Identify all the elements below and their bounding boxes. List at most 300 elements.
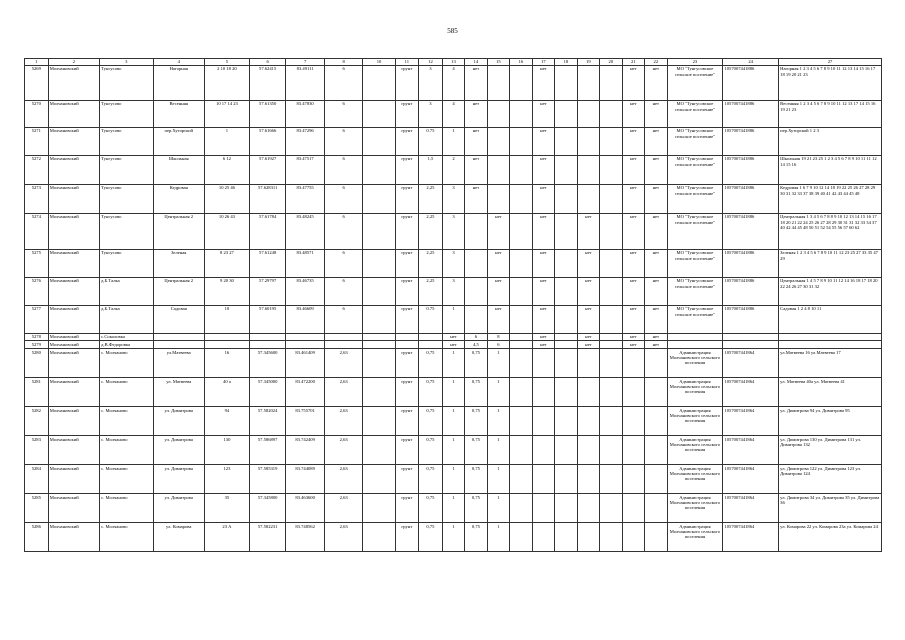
table-cell: 0,75 <box>419 406 443 435</box>
table-cell: 1 <box>442 464 464 493</box>
table-cell <box>645 406 667 435</box>
table-cell: 2 10 18 20 <box>204 65 249 100</box>
table-cell: 1 <box>487 406 509 435</box>
table-cell: Школьная 19 21 23 25 1 2 3 4 5 6 7 8 9 10 11 11 12 14 15 16 <box>778 155 881 184</box>
table-cell: 83.463600 <box>286 493 325 522</box>
table-cell: 57.345800 <box>249 493 285 522</box>
table-cell: ул. Димитрова 122 ул. Димитрова 123 ул. Димитрова 124 <box>778 464 881 493</box>
table-cell: Нагорная 1 2 3 4 5 6 7 8 9 10 11 12 13 14 15 16 17 18 19 20 21 23 <box>778 65 881 100</box>
table-cell: 0,75 <box>419 348 443 377</box>
table-cell: с. Молчаново <box>99 522 153 551</box>
table-cell <box>723 341 779 349</box>
table-cell: 5271 <box>25 127 49 155</box>
table-cell: 6 <box>324 277 363 305</box>
table-cell <box>363 65 395 100</box>
table-cell <box>600 305 622 333</box>
table-cell: 5283 <box>25 435 49 464</box>
table-cell: 94 <box>204 406 249 435</box>
table-cell <box>510 249 532 277</box>
table-cell <box>555 406 577 435</box>
table-cell <box>555 100 577 127</box>
table-cell: 2,63 <box>324 377 363 406</box>
table-cell: Тунгусово <box>99 184 153 213</box>
table-cell <box>577 435 599 464</box>
table-cell: грунт <box>395 377 419 406</box>
table-cell: 3 <box>442 184 464 213</box>
table-cell: 1057007441886 <box>723 305 779 333</box>
table-cell <box>487 184 509 213</box>
table-cell: 5275 <box>25 249 49 277</box>
column-number-cell: 27 <box>778 59 881 66</box>
table-cell <box>286 341 325 349</box>
table-cell <box>555 435 577 464</box>
table-cell <box>622 435 644 464</box>
table-cell: 1057007441886 <box>723 127 779 155</box>
table-cell <box>204 333 249 341</box>
table-cell <box>395 333 419 341</box>
table-cell <box>555 65 577 100</box>
table-cell: с.Соколовка <box>99 333 153 341</box>
table-cell: 5279 <box>25 341 49 349</box>
column-number-cell: 16 <box>510 59 532 66</box>
table-cell: грунт <box>395 100 419 127</box>
table-cell: 2,25 <box>419 249 443 277</box>
table-cell <box>286 333 325 341</box>
table-cell <box>555 127 577 155</box>
table-cell: нет <box>645 333 667 341</box>
table-cell <box>622 493 644 522</box>
table-cell: 1057007441864 <box>723 377 779 406</box>
table-cell <box>555 341 577 349</box>
table-cell: Молчановский <box>48 249 99 277</box>
table-cell <box>622 522 644 551</box>
table-cell: 6 12 <box>204 155 249 184</box>
table-cell: 83.46609 <box>286 305 325 333</box>
table-cell: нет <box>645 184 667 213</box>
table-cell: 5272 <box>25 155 49 184</box>
table-cell <box>600 65 622 100</box>
table-cell <box>395 341 419 349</box>
table-cell: нет <box>622 155 644 184</box>
table-cell <box>419 341 443 349</box>
table-cell: 57.345600 <box>249 348 285 377</box>
table-cell: 0,75 <box>465 406 487 435</box>
table-cell <box>510 464 532 493</box>
table-cell <box>577 184 599 213</box>
table-cell <box>667 333 723 341</box>
table-cell <box>577 377 599 406</box>
table-cell: ул.Матвеева <box>153 348 204 377</box>
table-cell: 5276 <box>25 277 49 305</box>
table-row <box>25 127 882 155</box>
table-cell: 2,63 <box>324 435 363 464</box>
table-cell <box>600 213 622 249</box>
table-cell: Центральная 1 4 5 7 8 9 10 11 12 14 16 18 17 18 20 22 24 26 27 30 31 32 <box>778 277 881 305</box>
table-cell <box>510 305 532 333</box>
table-cell <box>778 341 881 349</box>
table-cell <box>510 435 532 464</box>
table-cell <box>510 213 532 249</box>
table-cell: 83.461409 <box>286 348 325 377</box>
table-cell: нет <box>622 341 644 349</box>
table-cell: 3 <box>442 213 464 249</box>
table-cell <box>555 348 577 377</box>
table-cell: нет <box>577 305 599 333</box>
table-cell: Тунгусово <box>99 249 153 277</box>
table-row <box>25 377 882 406</box>
table-cell: грунт <box>395 277 419 305</box>
column-number-cell: 15 <box>487 59 509 66</box>
table-cell: нет <box>622 100 644 127</box>
table-cell: нет <box>532 184 554 213</box>
table-cell: 1 <box>204 127 249 155</box>
table-cell: нет <box>645 213 667 249</box>
table-cell: МО "Тунгусовское сельское поселение" <box>667 184 723 213</box>
table-cell <box>600 435 622 464</box>
table-cell: нет <box>532 213 554 249</box>
table-cell: 6 <box>324 213 363 249</box>
table-cell: нет <box>577 249 599 277</box>
table-cell: 6 <box>324 65 363 100</box>
table-cell: Администрация Молчановского сельского поселения <box>667 435 723 464</box>
table-cell <box>510 155 532 184</box>
table-cell: грунт <box>395 406 419 435</box>
table-cell: 57.29797 <box>249 277 285 305</box>
table-cell <box>555 493 577 522</box>
table-cell <box>667 341 723 349</box>
table-cell <box>645 522 667 551</box>
table-cell <box>600 493 622 522</box>
table-cell <box>363 435 395 464</box>
table-cell: нет <box>465 155 487 184</box>
table-cell: Молчановский <box>48 100 99 127</box>
table-cell <box>622 348 644 377</box>
table-cell: Центральная 1 3 4 5 6 7 8 8 9 10 12 13 14 15 16 17 18 20 21 22 24 25 26 27 28 29 30 31 31 32 33 34 37 40 42 44 45 48 50 51 52 54 55 56 57 60 62 <box>778 213 881 249</box>
table-cell <box>645 377 667 406</box>
table-cell: 83.742409 <box>286 435 325 464</box>
table-cell: 83.47830 <box>286 100 325 127</box>
table-cell: 1057007441886 <box>723 100 779 127</box>
table-cell: 1057007441864 <box>723 522 779 551</box>
table-cell: 10 17 14 23 <box>204 100 249 127</box>
table-cell: грунт <box>395 249 419 277</box>
table-cell: с. Молчаново <box>99 406 153 435</box>
table-cell: 9 20 30 <box>204 277 249 305</box>
table-cell: 10 25 46 <box>204 184 249 213</box>
table-cell: Тунгусово <box>99 65 153 100</box>
table-cell: с. Молчаново <box>99 435 153 464</box>
table-cell: нет <box>645 277 667 305</box>
table-cell: 130 <box>204 435 249 464</box>
table-cell: Садовая 1 2 4 8 10 11 <box>778 305 881 333</box>
table-cell <box>645 435 667 464</box>
column-number-cell: 13 <box>442 59 464 66</box>
table-cell: МО "Тунгусовское сельское поселение" <box>667 127 723 155</box>
table-cell: 8 <box>487 333 509 341</box>
table-cell: МО "Тунгусовское сельское поселение" <box>667 100 723 127</box>
table-cell: МО "Тунгусовское сельское поселение" <box>667 213 723 249</box>
table-cell <box>600 341 622 349</box>
table-cell: нет <box>532 341 554 349</box>
table-cell <box>487 65 509 100</box>
table-cell: 1 <box>487 522 509 551</box>
table-cell <box>510 377 532 406</box>
table-cell: 83.748562 <box>286 522 325 551</box>
column-number-cell: 17 <box>532 59 554 66</box>
table-cell: Молчановский <box>48 341 99 349</box>
table-cell: 1 <box>442 493 464 522</box>
table-cell: 6 <box>487 341 509 349</box>
column-number-cell: 20 <box>600 59 622 66</box>
table-cell: д.Б.Талка <box>99 305 153 333</box>
table-cell: 2,63 <box>324 406 363 435</box>
table-cell <box>555 184 577 213</box>
table-cell: Молчановский <box>48 406 99 435</box>
table-cell <box>645 493 667 522</box>
column-number-cell: 22 <box>645 59 667 66</box>
table-cell <box>487 127 509 155</box>
table-cell: нет <box>622 305 644 333</box>
table-cell <box>622 377 644 406</box>
table-cell: 0,75 <box>465 435 487 464</box>
table-cell: ул. Димитрова 94 ул. Димитрова 95 <box>778 406 881 435</box>
table-cell <box>577 155 599 184</box>
table-cell <box>510 493 532 522</box>
table-cell: 5277 <box>25 305 49 333</box>
column-number-row <box>25 59 882 66</box>
table-cell: Молчановский <box>48 348 99 377</box>
table-cell: грунт <box>395 348 419 377</box>
table-cell: 4 <box>442 100 464 127</box>
table-cell: 1057007441864 <box>723 348 779 377</box>
table-cell <box>555 522 577 551</box>
table-cell: 57.586897 <box>249 435 285 464</box>
table-cell: 1 <box>442 348 464 377</box>
table-cell: 23 А <box>204 522 249 551</box>
table-cell: 1 <box>442 305 464 333</box>
table-cell: Нагорная <box>153 65 204 100</box>
table-cell: нет <box>532 305 554 333</box>
table-cell: 5270 <box>25 100 49 127</box>
column-number-cell: 5 <box>204 59 249 66</box>
table-cell: Молчановский <box>48 377 99 406</box>
table-cell <box>532 406 554 435</box>
table-cell <box>363 348 395 377</box>
table-cell: 5273 <box>25 184 49 213</box>
table-cell <box>555 249 577 277</box>
table-cell: 40 а <box>204 377 249 406</box>
table-cell: 57.61248 <box>249 249 285 277</box>
table-cell: Молчановский <box>48 522 99 551</box>
table-cell: с. Молчаново <box>99 377 153 406</box>
column-number-cell: 24 <box>723 59 779 66</box>
table-cell: с. Молчаново <box>99 464 153 493</box>
table-cell: Тунгусово <box>99 213 153 249</box>
table-cell: Молчановский <box>48 127 99 155</box>
table-cell: 1 <box>442 522 464 551</box>
table-cell <box>324 341 363 349</box>
table-cell: 1 <box>442 127 464 155</box>
table-row <box>25 435 882 464</box>
table-cell: Зеленая <box>153 249 204 277</box>
table-cell: нет <box>532 333 554 341</box>
table-cell: 0,75 <box>465 464 487 493</box>
table-cell: Молчановский <box>48 305 99 333</box>
column-number-cell: 6 <box>249 59 285 66</box>
table-row <box>25 464 882 493</box>
table-cell: пер.Хуторской 1 2 3 <box>778 127 881 155</box>
table-cell: пер.Хуторской <box>153 127 204 155</box>
table-cell: ул. Димитрова <box>153 493 204 522</box>
table-cell: 57.61350 <box>249 100 285 127</box>
table-cell: 0,75 <box>419 377 443 406</box>
table-cell: 3 <box>442 249 464 277</box>
column-number-cell: 18 <box>555 59 577 66</box>
table-cell: нет <box>465 184 487 213</box>
table-cell: 0,75 <box>419 435 443 464</box>
table-cell <box>600 522 622 551</box>
table-cell <box>622 406 644 435</box>
table-cell <box>555 155 577 184</box>
table-cell: грунт <box>395 305 419 333</box>
table-cell: МО "Тунгусовское сельское поселение" <box>667 65 723 100</box>
column-number-cell: 2 <box>48 59 99 66</box>
table-cell: 4,5 <box>465 341 487 349</box>
table-cell: нет <box>577 333 599 341</box>
table-cell: нет <box>487 305 509 333</box>
table-cell: 5278 <box>25 333 49 341</box>
table-cell <box>577 127 599 155</box>
table-cell: 1057007441886 <box>723 277 779 305</box>
table-cell: 2,63 <box>324 348 363 377</box>
table-cell: 1 <box>487 493 509 522</box>
table-cell <box>363 127 395 155</box>
table-cell: 83.755701 <box>286 406 325 435</box>
column-number-cell: 3 <box>99 59 153 66</box>
table-cell: 123 <box>204 464 249 493</box>
table-cell: Молчановский <box>48 333 99 341</box>
table-cell: 1057007441864 <box>723 406 779 435</box>
table-cell: 3 <box>419 100 443 127</box>
table-cell: Молчановский <box>48 213 99 249</box>
table-cell: 6 <box>465 333 487 341</box>
table-row <box>25 348 882 377</box>
table-cell: нет <box>622 127 644 155</box>
table-cell: 5282 <box>25 406 49 435</box>
table-cell: нет <box>645 127 667 155</box>
table-cell: Центральная 2 <box>153 213 204 249</box>
table-cell: нет <box>487 277 509 305</box>
table-cell: 0,75 <box>419 464 443 493</box>
table-cell: грунт <box>395 155 419 184</box>
table-cell <box>510 277 532 305</box>
table-cell <box>510 406 532 435</box>
table-cell: 1057007441864 <box>723 464 779 493</box>
table-cell <box>510 333 532 341</box>
table-cell <box>487 155 509 184</box>
table-cell <box>510 341 532 349</box>
table-cell: 1 <box>487 435 509 464</box>
table-cell: Тунгусово <box>99 127 153 155</box>
table-cell: нет <box>465 100 487 127</box>
column-number-cell: 21 <box>622 59 644 66</box>
table-cell: 57.61666 <box>249 127 285 155</box>
table-cell: 1057007441864 <box>723 435 779 464</box>
table-cell: 2,25 <box>419 213 443 249</box>
table-cell: 83.49111 <box>286 65 325 100</box>
table-cell: 83.744089 <box>286 464 325 493</box>
table-cell: д.В.Федоровка <box>99 341 153 349</box>
table-cell: 5269 <box>25 65 49 100</box>
table-cell: Молчановский <box>48 65 99 100</box>
table-cell <box>204 341 249 349</box>
table-cell: 57.62415 <box>249 65 285 100</box>
table-cell: 0,75 <box>465 348 487 377</box>
table-row <box>25 155 882 184</box>
table-cell: ул. Димитрова <box>153 464 204 493</box>
table-row <box>25 522 882 551</box>
table-cell: нет <box>645 305 667 333</box>
table-cell: 2 <box>442 155 464 184</box>
table-cell: нет <box>577 341 599 349</box>
table-cell: Молчановский <box>48 493 99 522</box>
table-cell: грунт <box>395 213 419 249</box>
table-cell: 1 <box>442 406 464 435</box>
table-cell: нет <box>622 249 644 277</box>
table-cell <box>510 184 532 213</box>
table-cell: 1 <box>442 377 464 406</box>
table-cell: грунт <box>395 464 419 493</box>
table-row <box>25 184 882 213</box>
column-number-cell: 11 <box>395 59 419 66</box>
table-cell: 57.345000 <box>249 377 285 406</box>
table-cell <box>363 184 395 213</box>
table-cell: 1057007441886 <box>723 184 779 213</box>
table-cell: 5280 <box>25 348 49 377</box>
table-cell <box>510 100 532 127</box>
table-row <box>25 333 882 341</box>
table-cell <box>600 100 622 127</box>
table-cell: грунт <box>395 435 419 464</box>
table-cell: 1 <box>487 377 509 406</box>
table-cell <box>249 341 285 349</box>
table-cell <box>600 333 622 341</box>
table-cell: с. Молчаново <box>99 493 153 522</box>
table-cell: нет <box>622 333 644 341</box>
table-cell: ул. Комарова <box>153 522 204 551</box>
table-cell <box>622 464 644 493</box>
table-cell: нет <box>465 127 487 155</box>
table-cell: нет <box>532 277 554 305</box>
table-cell: 16 <box>204 348 249 377</box>
table-cell: ул. Комарова 22 ул. Комарова 23а ул. Комарова 24 <box>778 522 881 551</box>
table-cell: Администрация Молчановского сельского поселения <box>667 377 723 406</box>
table-cell <box>600 348 622 377</box>
table-cell <box>153 341 204 349</box>
table-cell: 57.628311 <box>249 184 285 213</box>
table-cell: грунт <box>395 65 419 100</box>
table-cell: Молчановский <box>48 435 99 464</box>
table-cell: 1057007441886 <box>723 155 779 184</box>
table-cell: 2,63 <box>324 522 363 551</box>
table-cell: Весенняя 1 2 3 4 5 6 7 8 9 10 11 12 13 17 14 15 16 19 21 23 <box>778 100 881 127</box>
table-cell: 5285 <box>25 493 49 522</box>
table-cell: 4 <box>442 65 464 100</box>
table-cell: нет <box>465 65 487 100</box>
table-cell <box>577 464 599 493</box>
table-cell: Школьная <box>153 155 204 184</box>
table-cell <box>363 213 395 249</box>
